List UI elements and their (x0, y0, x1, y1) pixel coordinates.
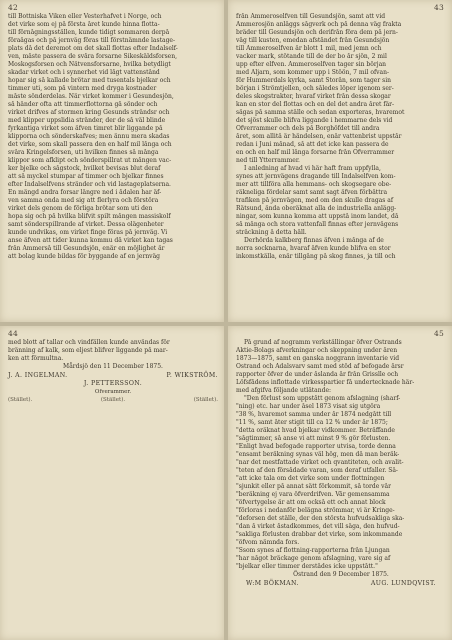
signer-name: AUG. LUNDQVIST. (370, 580, 436, 587)
text-line: räkneliga fördelar samt samt sagt äfven förbättra (236, 189, 388, 196)
text-line: ven samma onda med sig att flerlyra och förstöra (8, 197, 159, 204)
text-line: "deforsen det ställe, der den största hufvudsakliga ska- (236, 515, 405, 522)
text-line: "38 %, hvaremot samma under år 1874 nedgått till (236, 411, 392, 418)
text-line: "Den förlust som uppstått genom afslagning (sharf- (244, 395, 401, 402)
page-body (8, 339, 218, 404)
text-line: det virke som ej på första året kunde hinna flotta- (8, 21, 160, 28)
text-line: "nar det mestfattade virket och qvantiteten, och avalit- (236, 459, 404, 466)
page-number: 43 (434, 3, 444, 12)
text-line: Ammerosjön anläggs sågverk och på denna väg frakta (236, 21, 402, 28)
text-line: att så myckel stumpar af timmer och bjelkar finnes (8, 173, 164, 180)
text-line: med Aljarn, som kommer upp i Stöön, 7 mil ofvan- (236, 69, 390, 76)
text-line: början i Strömtjellen, och således löper igenom ser- (236, 85, 394, 92)
text-line: året, som allitä är händelsen, enär vattenbrist uppstår (236, 133, 402, 140)
text-line: deles skogstrakter, hvaraf virket från dessa skogar (236, 93, 391, 100)
place-date: Mårdsjö den 11 December 1875. (63, 363, 163, 370)
text-line: ningar, som kunna komma att uppstå inom landet, då (236, 213, 399, 220)
page-gutter (0, 322, 452, 326)
text-line: "Ssom synes af flottning-rapporterna från Ljungan (236, 547, 390, 554)
page-43 (228, 0, 452, 322)
text-line: "sågtimmer, så anse vi att minst 9 % gör förlusten. (236, 435, 391, 442)
signer-name: P. WIKSTRÖM. (166, 372, 218, 379)
place-date: Östrand den 9 December 1875. (293, 571, 389, 578)
text-line: Derhörda kalkberg finnas äfven i många af de (244, 237, 384, 244)
text-line: "detta oräknat hvad bjelkar vidkommer. Beträffande (236, 427, 395, 434)
page-42 (0, 0, 224, 322)
body-lines (8, 339, 218, 363)
text-line: "att icke tala om det virke som under flottningen (236, 475, 385, 482)
page-number: 44 (8, 329, 18, 338)
signatures-row (236, 580, 446, 588)
text-line: ken att förmultna. (8, 355, 64, 362)
text-line: "öfvertygelse är att om också ett och annat block (236, 499, 386, 506)
text-line: ned till Ytterrammer. (236, 157, 300, 164)
text-line: timmer uti, som på vintern med dryga kostnader (8, 85, 157, 92)
text-line: I anledning af hvad vi här haft fram uppfylla, (244, 165, 381, 172)
text-line: efter Indalselfvens stränder och vid lastageplatserna. (8, 181, 171, 188)
page-45 (228, 326, 452, 640)
text-line: kan en stor del flottas och en del det andra året fär- (236, 101, 395, 108)
text-line: föraägas och på jernväg föras till förstnämnde lastage- (8, 37, 175, 44)
text-line: en och en half mil långa forsarne från Öfverrammer (236, 149, 395, 156)
text-line: "beräkning ej vara öfverdrifven. Vår gemensamma (236, 491, 390, 498)
text-line: plats då det deremot om det skall flottas efter Indalself- (8, 45, 178, 52)
text-line: från Ammerså till Gesundsjön, enär en möjlighet är (8, 245, 165, 252)
text-line: "öfvom nämnda fors. (236, 539, 300, 546)
text-line: klipporna och sönderskafves; men ännu mera skadas (8, 133, 170, 140)
text-line: till Bottniska Viken eller Vesterhafvet i Norge, och (8, 13, 162, 20)
text-line: På grund af nogramm verkställingar öfver Östrands (244, 339, 402, 346)
page-gutter (224, 0, 228, 640)
page-body (236, 13, 446, 261)
text-line: "11 %, samt åter stigit till ca 12 % under år 1875; (236, 419, 388, 426)
text-line: virket dels genom de förliga brötar som uti den (8, 205, 153, 212)
page-number: 42 (8, 3, 18, 12)
text-line: sägas på samma ställe och sedan exporteras, hvaremot (236, 109, 405, 116)
text-line: klippor som afklipt och sönderspillrat ut mången vac- (8, 157, 172, 164)
text-line: från Ammeroselfven till Gesundsjön, samt att vid (236, 13, 386, 20)
signer-name: W:M BÖKMAN. (246, 580, 299, 587)
text-line: "ensamt beräkning synas väl hög, men då man beräk- (236, 451, 400, 458)
text-line: ven, måste passera de svåra forsarne Sikeskäldsforsen, (8, 53, 178, 60)
text-line: sträckning å detta håll. (236, 229, 307, 236)
text-line: med blott af tallar och vindfällen kunde användas för (8, 339, 170, 346)
text-line: med klipper uppslidia stränder, der de så väl blinde (8, 117, 166, 124)
text-line: "sjunkit eller på annat sätt förkommit, så torde vår (236, 483, 391, 490)
signatures-row (8, 372, 218, 380)
text-line: väg till kusten, emedan afståndet från Gesundsjön (236, 37, 390, 44)
text-line: så händer ofta att timmerflottorna gå sönder och (8, 101, 158, 108)
text-line: "sakliga förlusten drabbar det virke, som inkommande (236, 531, 403, 538)
text-line: "Enligt hvad befogade rapporter utvisa, torde denna (236, 443, 396, 450)
text-line: "teten af den försådade varan, som deraf utfaller. Sä- (236, 467, 398, 474)
text-line: "dan å virket åstadkommes, det vill säga, den hufvud- (236, 523, 400, 530)
text-line: samt sönderspillrande af virket. Dessa olägenheter (8, 221, 164, 228)
text-line: det sjöst skulle blifva liggande i hemmarne dels vid (236, 117, 393, 124)
text-line: så många och stora vattenfall finnas efter jernvägens (236, 221, 399, 228)
text-line: till Ammeroselfven är blott 1 mil, med jemn och (236, 45, 382, 52)
text-line: Rätsund, ända oberäknat alla de industriella anlägg- (236, 205, 397, 212)
text-line: anse äfven att tider kunna kommu då virket kan tagas (8, 237, 173, 244)
text-line: det virke, som skall passera den en half mil långa och (8, 141, 172, 148)
text-line: skadar virket och i synnerhet vid lågt vattenstånd (8, 69, 160, 76)
text-line: för Hummerdals kyrka, samt Storån, som tager sin (236, 77, 391, 84)
text-line: Aktie-Bolags afverkningar och skeppning under åren (236, 347, 398, 354)
page-body (236, 339, 446, 588)
text-line: trafiken på jernvägen, med om den skulle dragas af (236, 197, 394, 204)
text-line: bränning af kalk, som eljest blifver liggande på mar- (8, 347, 168, 354)
text-line: Löfsfådens inflottade virkesspartier få undertecknade här- (236, 379, 415, 386)
seal-label: (Stället). (193, 397, 218, 403)
text-line: "förloras i nedanför belägna strömmar, vi är Kringe- (236, 507, 395, 514)
page-body (8, 13, 218, 261)
text-line: bräder till Gesundsjön och derifrån föra dem på jern- (236, 29, 398, 36)
text-line: mer att tillföra alla hemmans- och skogsegare obe- (236, 181, 392, 188)
page-44 (0, 326, 224, 640)
seal-label: (Stället). (100, 397, 126, 403)
signer-name: J. A. INGELMAN. (8, 372, 68, 379)
text-line: att bolag kunde bildas för byggande af en jernväg (8, 253, 160, 260)
text-line: "bjelkar eller timmer derstädes icke uppstått." (236, 563, 378, 570)
text-line: redan i Juni månad, så att det icke kan passera de (236, 141, 389, 148)
text-line: norra socknarna, hvaraf äfven kunde blifva en stor (236, 245, 391, 252)
text-line: Östrand och Adalsvarv samt med stöd af befogade årsr (236, 363, 404, 370)
text-line: hopar sig så kallade brötar med tusentals bjelkar och (8, 77, 171, 84)
text-line: En mängd andra forsar längre ned i ådalen har äf- (8, 189, 162, 196)
text-line: Moskogsforsen och Nätvensforsarne, hvilka betydligt (8, 61, 171, 68)
text-line: till förnågningsställen, kunde tidigt sommaren derpå (8, 29, 170, 36)
text-line: "ning) etc. har under åsel 1873 visat sig utgöra (236, 403, 381, 410)
text-line: synes att jernvägens dragande till Indalselfven kom- (236, 173, 396, 180)
text-line: hopa sig och på hvilka blifvit spilt mången massiskolf (8, 213, 171, 220)
text-line: svåra Kringelsforsen, uti hvilken finnes så många (8, 149, 159, 156)
text-line: med afgifva följande utlåtande: (236, 387, 332, 394)
body-lines (236, 339, 446, 571)
text-line: måste sönderdelas. När virket kommer i Gesundesjön, (8, 93, 174, 100)
signer-name: J. PETTERSSON. (83, 380, 143, 387)
text-line: kunde undvikas, om virket finge föras på jernväg. Vi (8, 229, 168, 236)
text-line: Öfverrammer och dels på Borghöfdet till andra (236, 125, 380, 132)
text-line: 1873—1875, samt en ganska noggrann inventarie vid (236, 355, 400, 362)
text-line: vacker mark, stötande till de der bo år sjön, 2 mil (236, 53, 387, 60)
page-number: 45 (434, 329, 444, 338)
seal-label: (Stället). (8, 397, 33, 403)
text-line: ker bjelke och sågstock, hvilket bevisas blut deraf (8, 165, 161, 172)
signer-role: Ofverammer. (94, 389, 132, 395)
text-line: rapporter öfver de under åslanda år från Grisslle och (236, 371, 399, 378)
seals-row (8, 396, 218, 404)
text-line: upp efter elfven. Ammeroselfven tager sin början (236, 61, 387, 68)
text-line: "har något bräckage genom afslagning, vare sig af (236, 555, 391, 562)
text-line: fyrkantiga virket som äfven timret blir liggande på (8, 125, 163, 132)
text-line: inkomstkälla, enär tillgång på skog finnes, ja till och (236, 253, 396, 260)
text-line: virket drifves af stormen kring Gesunds strändsr och (8, 109, 170, 116)
